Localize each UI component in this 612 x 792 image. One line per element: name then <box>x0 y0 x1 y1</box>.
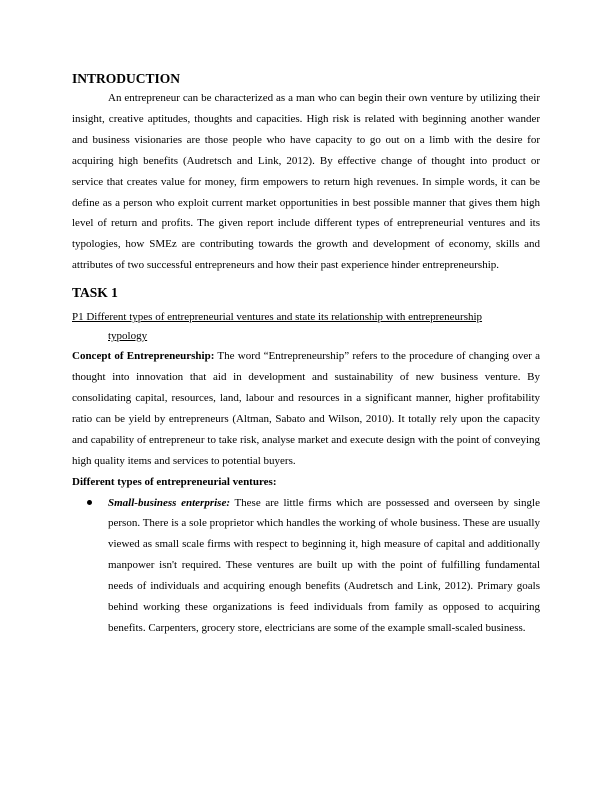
p1-heading-line1: P1 Different types of entrepreneurial ventures and state its relationship with entrepreneurship <box>72 311 483 324</box>
p1-heading-line2: typology <box>108 330 148 343</box>
list-item <box>72 493 540 639</box>
venture-label: Small-business enterprise: <box>108 496 230 509</box>
page-content <box>72 70 540 639</box>
introduction-heading: INTRODUCTION <box>72 71 181 86</box>
concept-label: Concept of Entrepreneurship: <box>72 350 215 363</box>
bullet-icon <box>87 500 92 505</box>
task1-heading: TASK 1 <box>72 285 118 301</box>
ventures-heading: Different types of entrepreneurial ventures: <box>72 475 277 488</box>
introduction-paragraph: An entrepreneur can be characterized as a man who can begin their own venture by utilizing their insight, creative aptitudes, thoughts and capacities. High risk is related with beginning another wander and business visionaries are those people who have capacity to go out on a limb with the desire for acquiring high benefits (Audretsch and Link, 2012). By effective change of thought into product or service that creates value for money, firm empowers to return high revenues. In simple words, it can be define as a person who exploit current market opportunities in best possible manner that gives them high level of return and profits. The given report include different types of entrepreneurial ventures and its typologies, how SMEz are contributing towards the growth and development of economy, skills and attributes of two successful entrepreneurs and how their past experience hinder entrepreneurship. <box>72 92 540 272</box>
ventures-list <box>72 493 540 639</box>
p1-heading <box>72 308 540 346</box>
concept-paragraph <box>72 346 540 471</box>
concept-text: The word “Entrepreneurship” refers to the procedure of changing over a thought into innovation that aid in development and sustainability of new business venture. By consolidating capital, resources, land, labour and resources in a significant manner, higher profitability ratio can be yield by entrepreneurs (Altman, Sabato and Wilson, 2010). It totally rely upon the capacity and capability of entrepreneur to take risk, analyse market and execute design with the point of conveying high quality items and services to potential buyers. <box>72 350 541 467</box>
venture-text: These are little firms which are possessed and overseen by single person. There is a sole proprietor which handles the working of whole business. These are usually viewed as small scale firms with respect to beginning it, high measure of capital and additionally manpower isn't required. These ventures are built up with the point of fulfilling fundamental needs of individuals and acquiring enough benefits (Audretsch and Link, 2012). Primary goals behind working these organizations is feed individuals from family as opposed to acquiring benefits. Carpenters, grocery store, electricians are some of the example small-scaled business. <box>108 496 540 634</box>
